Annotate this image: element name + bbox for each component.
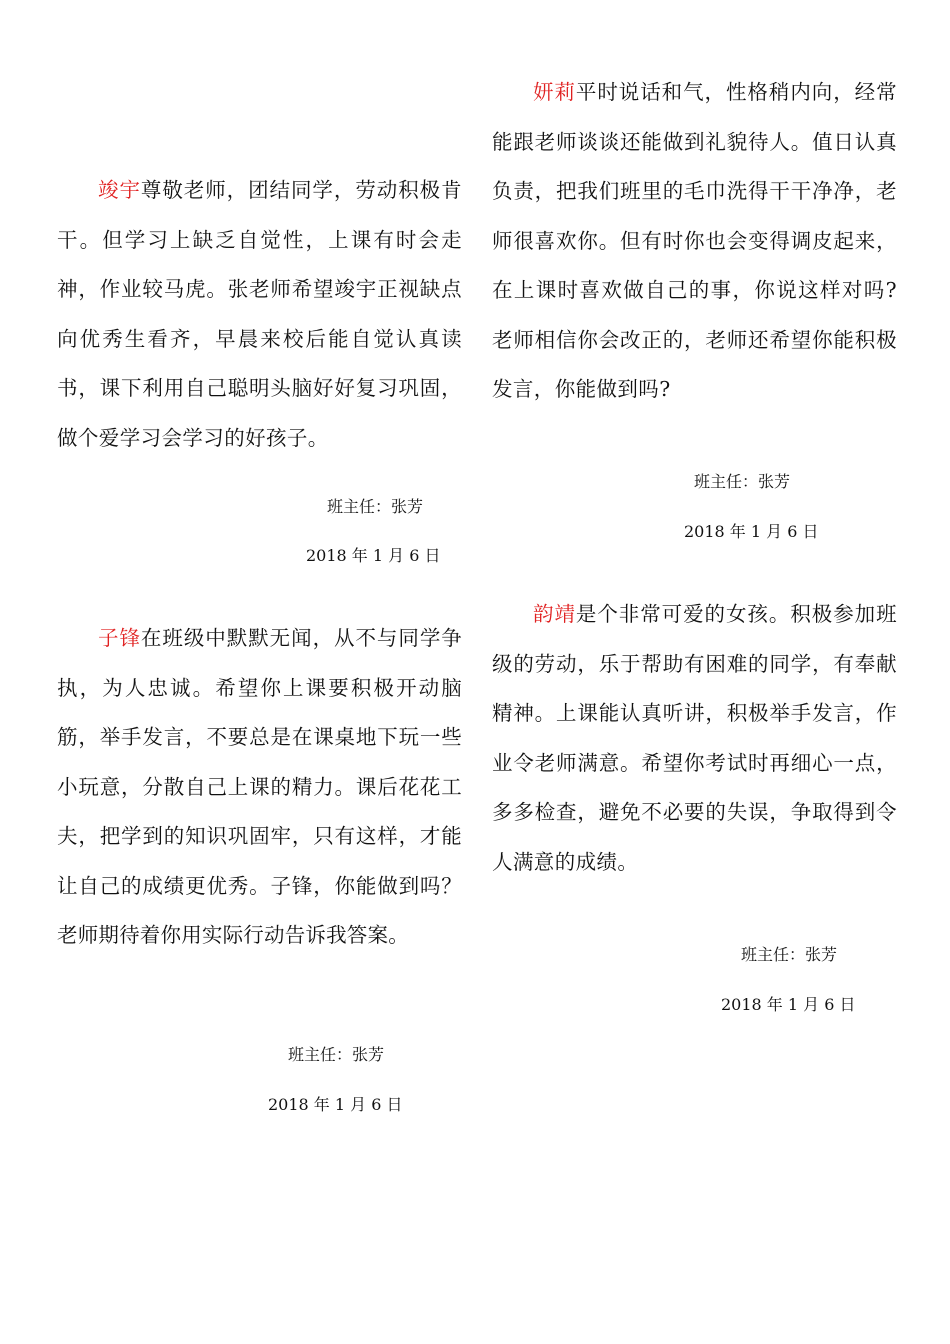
student-name: 韵靖: [533, 602, 576, 626]
comment-date: 2018 年 1 月 6 日: [721, 995, 856, 1014]
comment-text: 尊敬老师，团结同学，劳动积极肯干。但学习上缺乏自觉性，上课有时会走神，作业较马虎。张老师希望竣宇正视缺点向优秀生看齐，早晨来校后能自觉认真读书，课下利用自己聪明头脑好好复习巩固，做个爱学习会学习的好孩子。: [57, 178, 462, 450]
comment-block-junyu: [57, 166, 462, 463]
teacher-signature: 班主任：张芳: [288, 1045, 385, 1064]
comment-block-yunjing: [492, 590, 897, 887]
teacher-signature: 班主任：张芳: [741, 945, 838, 964]
comment-date: 2018 年 1 月 6 日: [268, 1095, 403, 1114]
comment-paragraph: [492, 68, 897, 415]
comment-paragraph: [57, 166, 462, 463]
comment-date: 2018 年 1 月 6 日: [684, 522, 819, 541]
comment-date: 2018 年 1 月 6 日: [306, 546, 441, 565]
teacher-signature: 班主任：张芳: [694, 472, 791, 491]
comment-paragraph: [492, 590, 897, 887]
comment-block-yanli: [492, 68, 897, 415]
comment-text: 是个非常可爱的女孩。积极参加班级的劳动，乐于帮助有困难的同学，有奉献精神。上课能认真听讲，积极举手发言，作业令老师满意。希望你考试时再细心一点，多多检查，避免不必要的失误，争取得到令人满意的成绩。: [492, 602, 897, 874]
student-name: 子锋: [98, 626, 141, 650]
comment-paragraph: [57, 614, 462, 961]
student-name: 妍莉: [533, 80, 576, 104]
comment-text: 平时说话和气，性格稍内向，经常能跟老师谈谈还能做到礼貌待人。值日认真负责，把我们班里的毛巾洗得干干净净，老师很喜欢你。但有时你也会变得调皮起来，在上课时喜欢做自己的事，你说这样对吗?老师相信你会改正的，老师还希望你能积极发言，你能做到吗?: [492, 80, 897, 401]
comment-block-zifeng: [57, 614, 462, 961]
teacher-signature: 班主任：张芳: [327, 497, 424, 516]
student-name: 竣宇: [98, 178, 141, 202]
comment-text: 在班级中默默无闻，从不与同学争执，为人忠诚。希望你上课要积极开动脑筋，举手发言，不要总是在课桌地下玩一些小玩意，分散自己上课的精力。课后花花工夫，把学到的知识巩固牢，只有这样，才能让自己的成绩更优秀。子锋，你能做到吗？老师期待着你用实际行动告诉我答案。: [57, 626, 463, 947]
